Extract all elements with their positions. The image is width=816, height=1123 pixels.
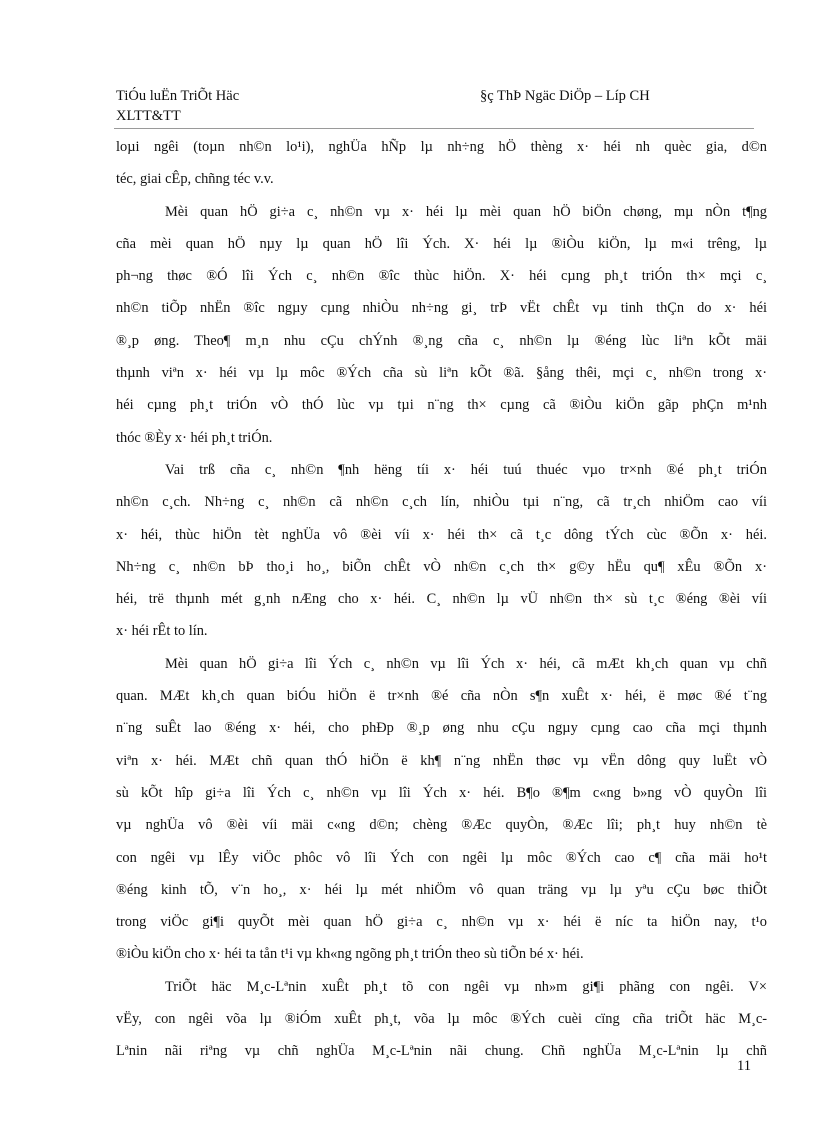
- text-line: loµi ngêi (toµn nh©n lo¹i), nghÜa hÑp lµ nh÷ng hÖ thèng x· héi nh quèc gia, d©n: [116, 139, 767, 155]
- header-rule: [114, 128, 754, 129]
- text-line: nh©n c¸ch. Nh÷ng c¸ nh©n cã nh©n c¸ch lín, nhiÒu tµi n¨ng, cã tr¸ch nhiÖm cao víi: [116, 494, 767, 511]
- paragraph-first-line: Mèi quan hÖ gi÷a lîi Ých c¸ nh©n vµ lîi Ých x· héi, cã mÆt kh¸ch quan vµ chñ: [165, 655, 767, 672]
- text-line: x· héi rÊt to lín.: [116, 623, 208, 640]
- text-line: ®¸p øng. Theo¶ m¸n nhu cÇu chÝnh ®¸ng cña c¸ nh©n lµ ®éng lùc liªn kÕt mäi: [116, 332, 767, 349]
- text-line: sù kÕt hîp gi÷a lîi Ých c¸ nh©n vµ lîi Ých x· héi. B¶o ®¶m c«ng b»ng vÒ quyÒn lîi: [116, 784, 767, 801]
- text-line: thµnh viªn x· héi vµ lµ môc ®Ých cña sù liªn kÕt ®ã. §ång thêi, mçi c¸ nh©n trong x·: [116, 365, 767, 382]
- text-line: con ngêi vµ lÊy viÖc phôc vô lîi Ých con ngêi lµ môc ®Ých cao c¶ cña mäi ho¹t: [116, 849, 767, 866]
- body-text: [116, 131, 767, 1068]
- running-header-author: §ç ThÞ Ngäc DiÖp – Líp CH: [480, 88, 650, 104]
- text-line: thóc ®Èy x· héi ph¸t triÓn.: [116, 429, 273, 446]
- text-line: ph¬ng thøc ®Ó lîi Ých c¸ nh©n ®îc thùc hiÖn. X· héi cµng ph¸t triÓn th× mçi c¸: [116, 268, 767, 285]
- text-line: trong viÖc gi¶i quyÕt mèi quan hÖ gi÷a c¸ nh©n vµ x· héi ë níc ta hiÖn nay, t¹o: [116, 914, 767, 931]
- text-line: ®iÒu kiÖn cho x· héi ta tån t¹i vµ kh«ng ngõng ph¸t triÓn theo sù tiÕn bé x· héi.: [116, 946, 584, 963]
- page-number: 11: [737, 1058, 751, 1074]
- text-line: héi, trë thµnh mét g¸nh nÆng cho x· héi. C¸ nh©n lµ vÜ nh©n th× sù t¸c ®éng ®èi víi: [116, 591, 767, 608]
- text-line: x· héi, thùc hiÖn tèt nghÜa vô ®èi víi x· héi th× cã t¸c dông tÝch cùc ®Õn x· héi.: [116, 526, 767, 543]
- text-line: Nh÷ng c¸ nh©n bÞ tho¸i ho¸, biÕn chÊt vÒ nh©n c¸ch th× g©y hËu qu¶ xÊu ®Õn x·: [116, 558, 767, 575]
- text-line: n¨ng suÊt lao ®éng x· héi, cho phÐp ®¸p øng nhu cÇu ngµy cµng cao cña mçi thµnh: [116, 720, 767, 737]
- text-line: héi cµng ph¸t triÓn vÒ thÓ lùc vµ tµi n¨ng th× cµng cã ®iÒu kiÖn gãp phÇn m¹nh: [116, 397, 767, 414]
- paragraph-first-line: TriÕt häc M¸c-Lªnin xuÊt ph¸t tõ con ngêi vµ nh»m gi¶i phãng con ngêi. V×: [165, 978, 767, 995]
- text-line: vµ nghÜa vô ®èi víi mäi c«ng d©n; chèng ®Æc quyÒn, ®Æc lîi; ph¸t huy nh©n tè: [116, 817, 767, 834]
- text-line: viªn x· héi. MÆt chñ quan thÓ hiÖn ë kh¶ n¨ng nhËn thøc vµ vËn dông quy luËt vÒ: [116, 752, 767, 769]
- running-header-left: [116, 86, 239, 126]
- text-line: cña mèi quan hÖ nµy lµ quan hÖ lîi Ých. X· héi lµ ®iÒu kiÖn, lµ m«i trêng, lµ: [116, 235, 767, 252]
- text-line: Lªnin nãi riªng vµ chñ nghÜa M¸c-Lªnin nãi chung. Chñ nghÜa M¸c-Lªnin lµ chñ: [116, 1043, 767, 1060]
- header-subtitle: XLTT&TT: [116, 108, 181, 124]
- text-line: quan. MÆt kh¸ch quan biÓu hiÖn ë tr×nh ®é cña nÒn s¶n xuÊt x· héi, ë møc ®é t¨ng: [116, 688, 767, 705]
- text-line: nh©n tiÕp nhËn ®îc ngµy cµng nhiÒu nh÷ng gi¸ trÞ vËt chÊt vµ tinh thÇn do x· héi: [116, 300, 767, 317]
- paragraph-first-line: Vai trß cña c¸ nh©n ¶nh hëng tíi x· héi tuú thuéc vµo tr×nh ®é ph¸t triÓn: [165, 461, 767, 478]
- text-line: vËy, con ngêi võa lµ ®iÓm xuÊt ph¸t, võa lµ môc ®Ých cuèi cïng cña triÕt häc M¸c-: [116, 1011, 767, 1028]
- text-line: ®éng kinh tÕ, v¨n ho¸, x· héi lµ mét nhiÖm vô quan träng vµ lµ yªu cÇu bøc thiÕt: [116, 881, 767, 898]
- text-line: téc, giai cÊp, chñng téc v.v.: [116, 171, 274, 188]
- paragraph-first-line: Mèi quan hÖ gi÷a c¸ nh©n vµ x· héi lµ mèi quan hÖ biÖn chøng, mµ nÒn t¶ng: [165, 203, 767, 220]
- header-title: TiÓu luËn TriÕt Häc: [116, 88, 240, 104]
